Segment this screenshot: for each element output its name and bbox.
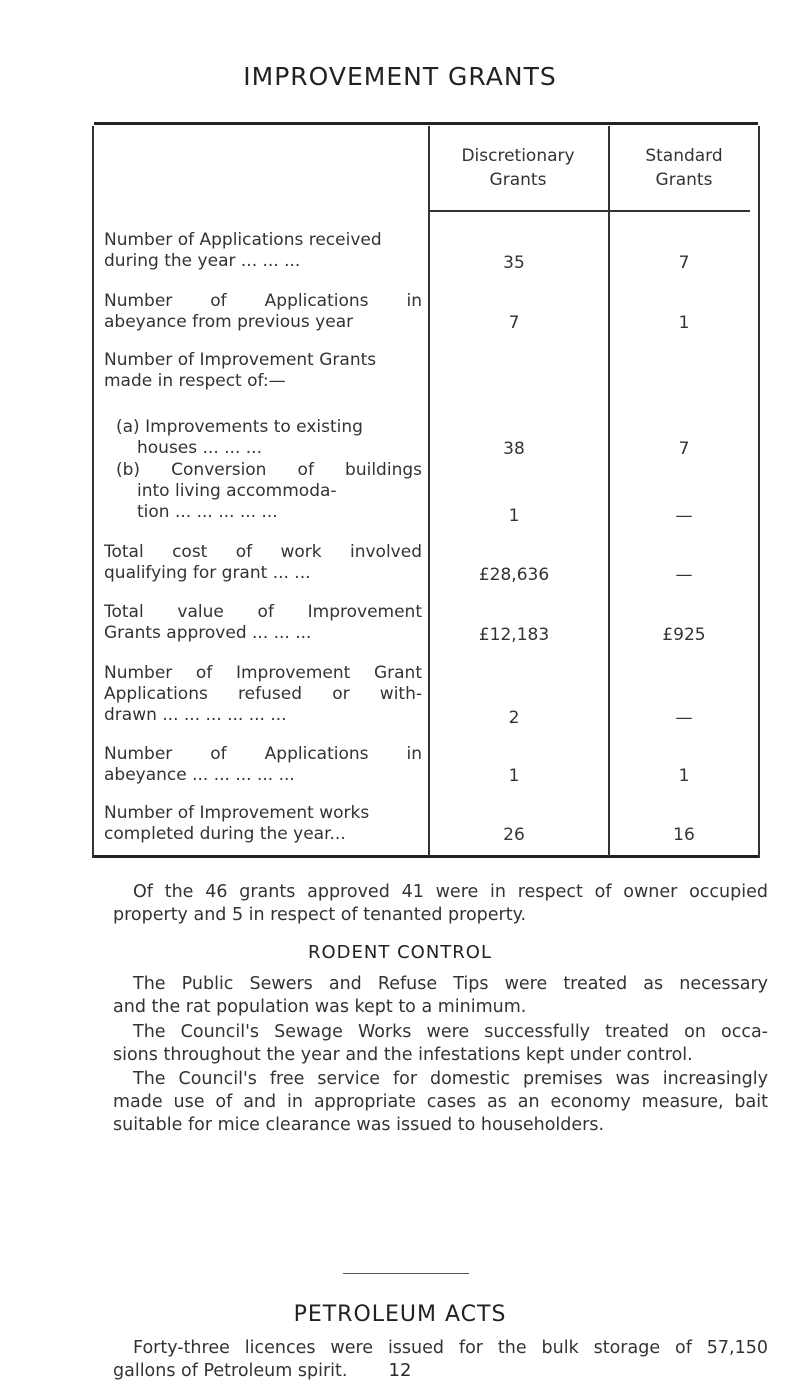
grants-note-paragraph: Of the 46 grants approved 41 were in respect of owner occupied property and 5 in respect of tenanted property.: [113, 882, 768, 925]
column-divider-2: [608, 126, 610, 856]
table-row-label: (a) Improvements to existing houses ... ... ...: [116, 417, 363, 458]
section-divider: [343, 1273, 469, 1274]
table-cell: 2: [508, 708, 520, 728]
table-cell: 16: [673, 825, 695, 845]
table-cell: £925: [662, 625, 706, 645]
table-right-border: [758, 126, 760, 858]
rodent-paragraph-2: The Council's Sewage Works were successfully treated on occa- sions throughout the year and the infestations kept under control.: [113, 1022, 768, 1065]
page-title: IMPROVEMENT GRANTS: [243, 62, 557, 91]
table-cell: 38: [503, 439, 525, 459]
table-cell: £12,183: [478, 625, 550, 645]
table-cell: 1: [678, 766, 690, 786]
table-row-label: Total cost of work involved qualifying for grant ... ...: [104, 542, 422, 583]
table-row-label: Total value of Improvement Grants approved ... ... ...: [104, 602, 422, 643]
table-bottom-rule: [94, 855, 758, 858]
column-divider-1: [428, 126, 430, 856]
standard-grants-header: Standard Grants: [645, 146, 723, 190]
improvement-grants-table: [92, 122, 764, 858]
header-underline-2: [610, 210, 750, 212]
table-row-label: (b) Conversion of buildings into living accommoda- tion ... ... ... ... ...: [116, 460, 422, 522]
table-cell: 1: [678, 313, 690, 333]
discretionary-grants-header: Discretionary Grants: [461, 146, 575, 190]
table-row-label: Number of Applications in abeyance ... ... ... ... ...: [104, 744, 422, 785]
table-row-label: Number of Improvement Grant Applications refused or with- drawn ... ... ... ... ... ...: [104, 663, 422, 725]
header-underline-1: [428, 210, 608, 212]
table-top-rule: [94, 122, 758, 125]
table-row-label: Number of Improvement works completed during the year...: [104, 803, 370, 844]
table-cell: 35: [503, 253, 525, 273]
page-number: 12: [388, 1360, 412, 1381]
table-left-border: [92, 126, 94, 858]
table-cell: —: [675, 565, 693, 585]
table-cell: 7: [508, 313, 520, 333]
rodent-paragraph-1: The Public Sewers and Refuse Tips were treated as necessary and the rat population was kept to a minimum.: [113, 974, 768, 1017]
rodent-paragraph-3: The Council's free service for domestic premises was increasingly made use of and in appropriate cases as an economy measure, bait suitable for mice clearance was issued to householders.: [113, 1069, 768, 1135]
table-cell: 1: [508, 766, 520, 786]
table-cell: —: [675, 506, 693, 526]
table-cell: 7: [678, 253, 690, 273]
rodent-control-heading: RODENT CONTROL: [308, 942, 492, 963]
table-cell: £28,636: [478, 565, 550, 585]
table-cell: —: [675, 708, 693, 728]
table-cell: 7: [678, 439, 690, 459]
table-row-label: Number of Improvement Grants made in respect of:—: [104, 350, 377, 391]
table-cell: 26: [503, 825, 525, 845]
table-row-label: Number of Applications in abeyance from previous year: [104, 291, 422, 332]
table-cell: 1: [508, 506, 520, 526]
table-row-label: Number of Applications received during the year ... ... ...: [104, 230, 382, 271]
petroleum-paragraph: Forty-three licences were issued for the bulk storage of 57,150 gallons of Petroleum spirit.: [113, 1338, 768, 1381]
petroleum-acts-heading: PETROLEUM ACTS: [293, 1302, 507, 1327]
